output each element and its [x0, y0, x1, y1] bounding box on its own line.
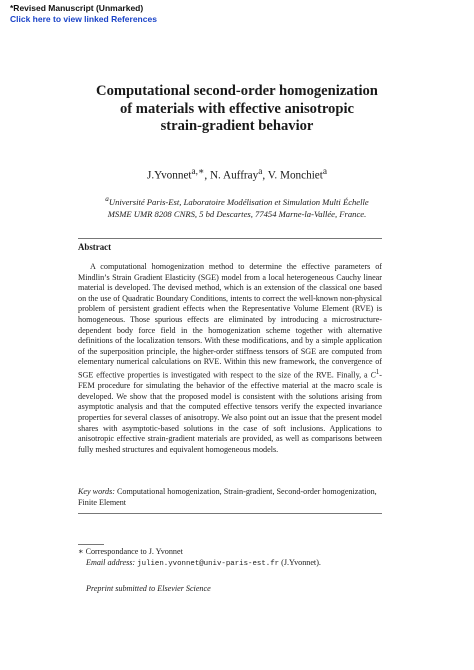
author-name: J.Yvonnet [146, 169, 192, 182]
preprint-note: Preprint submitted to Elsevier Science [86, 584, 211, 593]
author-superscript: a [322, 167, 328, 177]
author-name: N. Auffray [209, 169, 259, 182]
footnote [78, 547, 321, 569]
abstract-body [78, 262, 382, 455]
c1-symbol: C [370, 370, 376, 380]
abstract-text-part-2: -FEM procedure for simulating the behavior of the effective material at the macro scale is developed. We show that the proposed model is consistent with the solutions arising from asymptotic analysis and that the computed effective tensors verify the expected invariance properties for several classes of anisotropy. We also point out an issue that the present model shares with asymptotic-based solutions in the case of soft inclusions. Applications to anisotropic effective strain-gradient materials are provided, as well as comparisons between fully meshed structures and equivalent homogeneous models. [78, 370, 382, 454]
abstract-bottom-rule [78, 513, 382, 514]
author-superscript: a,∗ [191, 167, 205, 177]
title-line-2: of materials with effective anisotropic [120, 100, 354, 117]
footnote-rule [78, 544, 104, 545]
linked-references-link[interactable]: Click here to view linked References [10, 13, 157, 24]
author-list [60, 166, 414, 182]
title-line-1: Computational second-order homogenization [96, 83, 378, 99]
email-address[interactable]: julien.yvonnet@univ-paris-est.fr [137, 559, 280, 568]
author-name: V. Monchiet [267, 169, 323, 182]
abstract-text-part-1: A computational homogenization method to determine the effective parameters of Mindlin’s Strain Gradient Elasticity (SGE) model from a local heterogeneous Cauchy linear material is developed. The devised method, which is an extension of the classical one based on the use of Quadratic Boundary Conditions, intents to correct the well-known non-physical problem of persistent gradient effects when the Representative Volume Element (RVE) is homogeneous. Those spurious effects are eliminated by introducing a microstructure-dependent body force field in the homogenization scheme together with alternative definitions of the localization tensors. With these modifications, and by a simple application of the superposition principle, the higher-order stiffness tensors of SGE are computed from elementary numerical calculations on RVE. Within this new framework, the convergence of SGE effective properties is investigated with respect to the size of the RVE. Finally, a [78, 262, 382, 380]
email-suffix: (J.Yvonnet). [279, 557, 321, 567]
manuscript-banner [10, 3, 157, 24]
affiliation-line-1 [60, 193, 414, 208]
author-superscript: a [258, 167, 263, 177]
author-separator: , [262, 169, 268, 182]
affiliation-text: Université Paris-Est, Laboratoire Modélisation et Simulation Multi Échelle [108, 196, 369, 207]
keywords [78, 487, 382, 508]
affiliation-line-2: MSME UMR 8208 CNRS, 5 bd Descartes, 77454 Marne-la-Vallée, France. [107, 208, 367, 219]
author-separator: , [204, 169, 210, 182]
email-label: Email address: [86, 557, 136, 567]
abstract-top-rule [78, 238, 382, 239]
footnote-email-line [78, 558, 321, 570]
affiliation [60, 193, 414, 220]
keywords-label: Key words: [78, 487, 115, 496]
footnote-mark: ∗ [78, 547, 84, 556]
revised-manuscript-label: *Revised Manuscript (Unmarked) [10, 3, 144, 13]
paper-title [60, 83, 414, 136]
footnote-correspondence [78, 547, 321, 558]
keywords-text: Computational homogenization, Strain-gradient, Second-order homogenization, Finite Element [78, 487, 377, 507]
title-line-3: strain-gradient behavior [160, 118, 314, 134]
footnote-text: Correspondance to J. Yvonnet [83, 547, 183, 556]
affiliation-superscript: a [105, 195, 109, 203]
abstract-heading: Abstract [78, 242, 112, 252]
c1-superscript: 1 [375, 368, 380, 376]
